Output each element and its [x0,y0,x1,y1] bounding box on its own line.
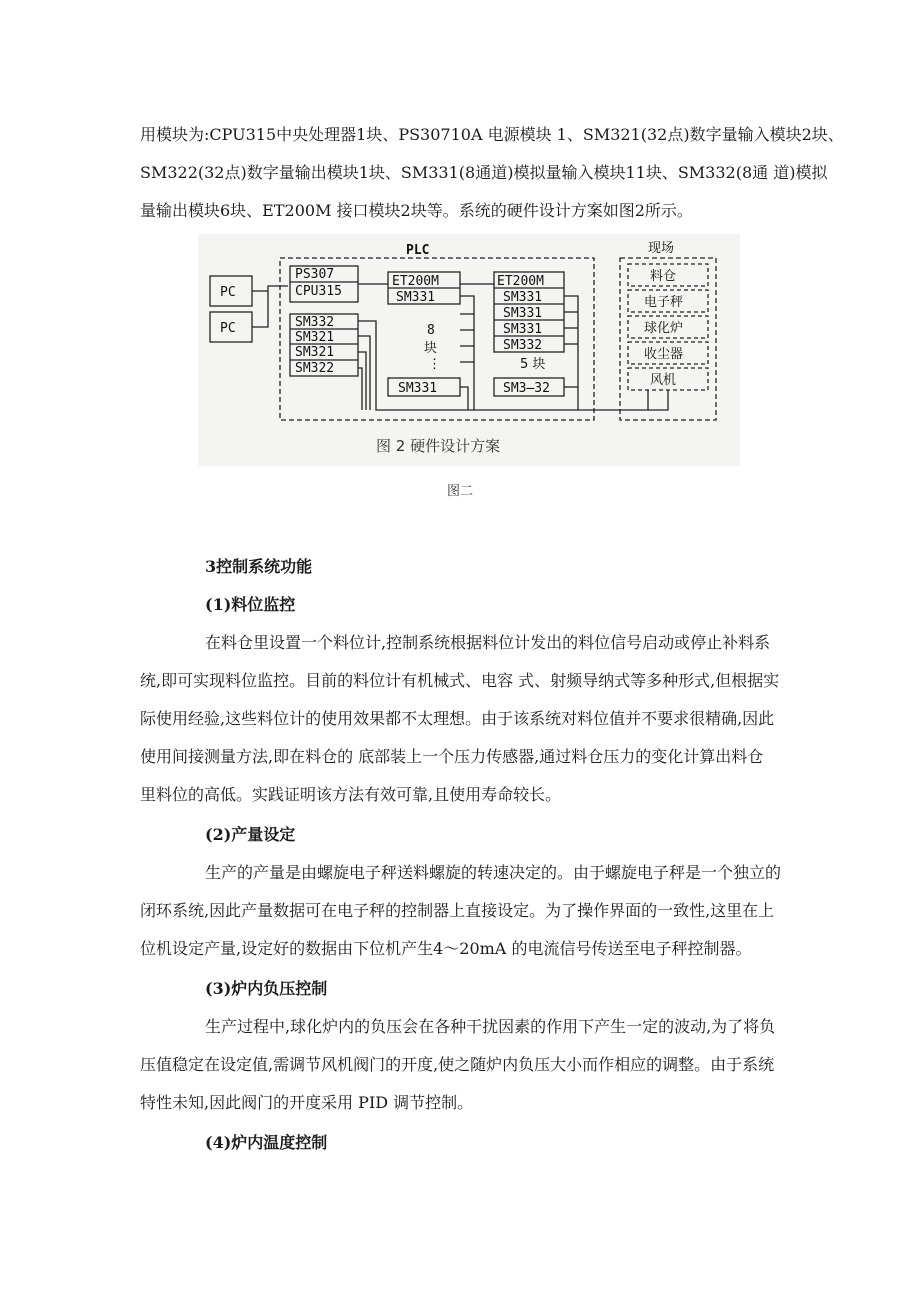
rack3-count: 5 块 [520,357,546,372]
intro-line-1: 用模块为:CPU315中央处理器1块、PS30710A 电源模块 1、SM321(32点)数字量输入模块2块、 [140,125,844,144]
rack3-label-2: SM331 [503,290,543,305]
para3-line-2: 压值稳定在设定值,需调节风机阀门的开度,使之随炉内负压大小而作相应的调整。由于系统 [140,1055,775,1074]
subsection-heading-3: (3)炉内负压控制 [205,979,328,998]
para3-line-1: 生产过程中,球化炉内的负压会在各种干扰因素的作用下产生一定的波动,为了将负 [205,1017,776,1036]
pc-label-1: PC [220,285,236,300]
field-item-4: 收尘器 [644,347,684,362]
subsection-heading-4: (4)炉内温度控制 [205,1133,328,1152]
rack2-unit: 块 [424,341,438,356]
para3-line-3: 特性未知,因此阀门的开度采用 PID 调节控制。 [140,1093,474,1112]
intro-line-2: SM322(32点)数字量输出模块1块、SM331(8通道)模拟量输入模块11块、SM332(8通 道)模拟 [140,163,828,182]
figure-caption: 图二 [446,484,473,499]
para2-line-3: 位机设定产量,设定好的数据由下位机产生4～20mA 的电流信号传送至电子秤控制器。 [140,939,752,958]
rack3-label-4: SM331 [503,322,543,337]
section-heading-3: 3控制系统功能 [205,557,313,576]
field-item-2: 电子秤 [644,295,684,310]
rack2-count: 8 [427,323,435,338]
cpu-rack-label-2: CPU315 [295,284,342,299]
plc-label: PLC [406,243,430,258]
para1-line-3: 际使用经验,这些料位计的使用效果都不太理想。由于该系统对料位值并不要求很精确,因此 [140,709,775,728]
pc-label-2: PC [220,321,236,336]
para2-line-2: 闭环系统,因此产量数据可在电子秤的控制器上直接设定。为了操作界面的一致性,这里在上 [140,901,775,920]
rack2-head-label-1: ET200M [392,274,439,289]
para2-line-1: 生产的产量是由螺旋电子秤送料螺旋的转速决定的。由于螺旋电子秤是一个独立的 [205,863,782,882]
field-item-1: 料仓 [650,269,677,284]
rack2-dots: ⋮ [428,357,441,372]
cpu-io-label-1: SM332 [295,315,335,330]
cpu-rack-label-1: PS307 [295,267,335,282]
para1-line-5: 里料位的高低。实践证明该方法有效可靠,且使用寿命较长。 [140,785,562,804]
para1-line-4: 使用间接测量方法,即在料仓的 底部装上一个压力传感器,通过料仓压力的变化计算出料仓 [140,747,764,766]
para1-line-1: 在料仓里设置一个料位计,控制系统根据料位计发出的料位信号启动或停止补料系 [205,633,771,652]
rack3-label-5: SM332 [503,338,543,353]
field-label: 现场 [648,241,675,256]
cpu-io-label-2: SM321 [295,330,335,345]
figure-inner-caption: 图 2 硬件设计方案 [376,437,501,455]
cpu-io-label-4: SM322 [295,361,335,376]
hardware-design-figure [198,234,740,466]
subsection-heading-2: (2)产量设定 [205,825,296,844]
field-item-5: 风机 [650,373,677,388]
rack3-tail-label: SM3̶32 [503,381,550,396]
rack2-head-label-2: SM331 [396,290,436,305]
intro-line-3: 量输出模块6块、ET200M 接口模块2块等。系统的硬件设计方案如图2所示。 [140,201,693,220]
hardware-diagram [198,234,740,466]
field-item-3: 球化炉 [644,321,684,336]
para1-line-2: 统,即可实现料位监控。目前的料位计有机械式、电容 式、射频导纳式等多种形式,但根据实 [140,671,780,690]
rack3-label-1: ET200M [497,274,544,289]
rack2-tail-label: SM331 [398,381,438,396]
subsection-heading-1: (1)料位监控 [205,595,296,614]
cpu-io-label-3: SM321 [295,345,335,360]
rack3-label-3: SM331 [503,306,543,321]
